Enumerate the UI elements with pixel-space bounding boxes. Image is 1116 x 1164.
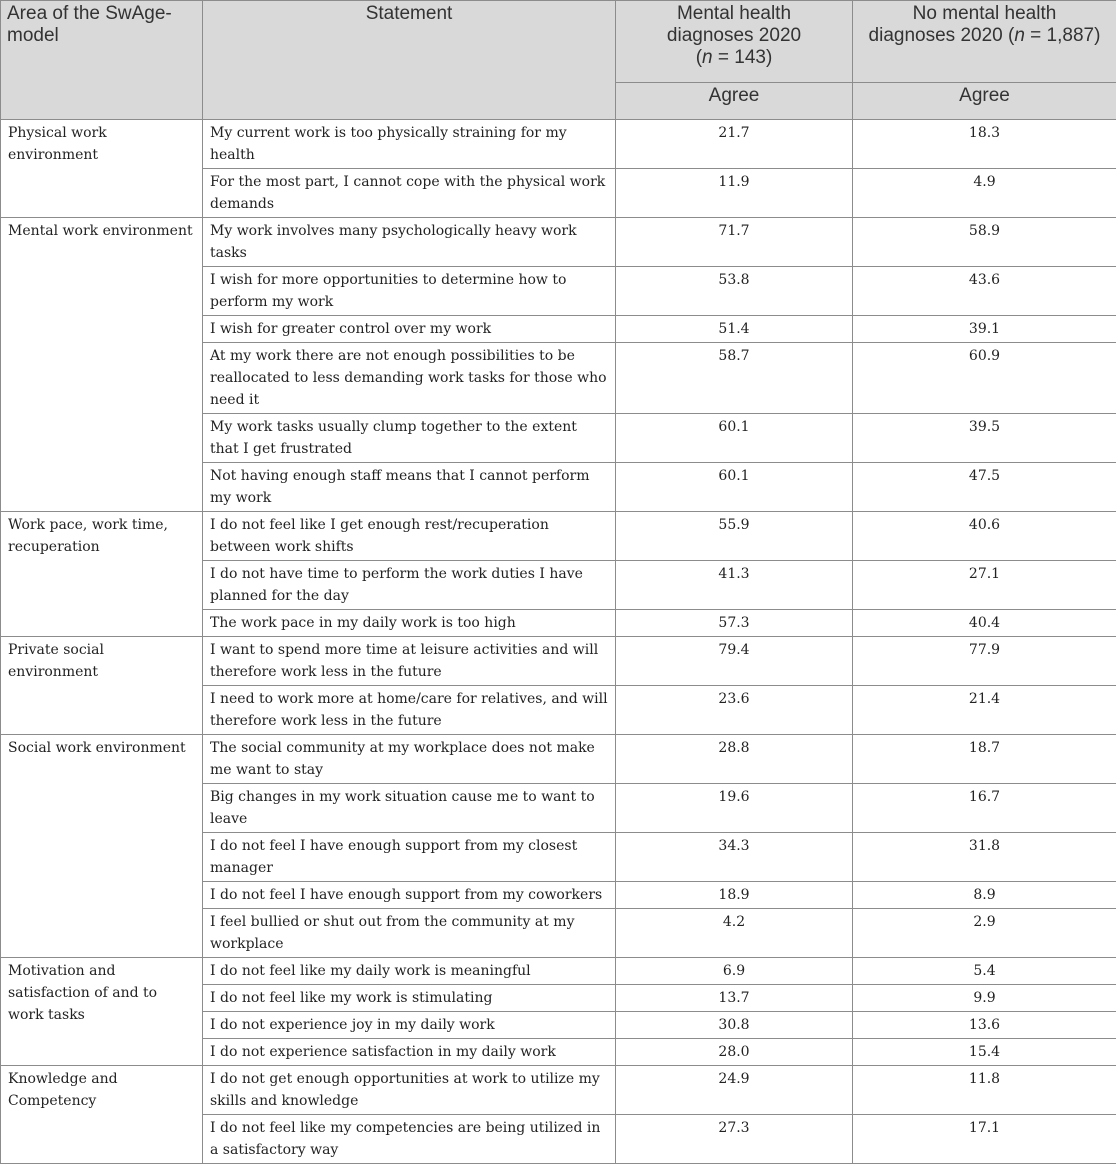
mh-header-n: n bbox=[702, 47, 713, 68]
mental-health-value-cell: 24.9 bbox=[616, 1066, 853, 1115]
no-mental-health-value-cell: 4.9 bbox=[853, 169, 1116, 218]
table-row bbox=[1, 958, 1116, 985]
no-mental-health-value-cell: 16.7 bbox=[853, 784, 1116, 833]
mental-health-value-cell: 18.9 bbox=[616, 882, 853, 909]
area-cell: Knowledge and Competency bbox=[1, 1066, 203, 1164]
no-mental-health-value-cell: 13.6 bbox=[853, 1012, 1116, 1039]
mental-health-value-cell: 19.6 bbox=[616, 784, 853, 833]
mh-header-line1: Mental health bbox=[677, 3, 791, 24]
statement-cell: I do not experience joy in my daily work bbox=[203, 1012, 616, 1039]
statement-cell: I need to work more at home/care for relatives, and will therefore work less in the future bbox=[203, 686, 616, 735]
no-mental-health-value-cell: 9.9 bbox=[853, 985, 1116, 1012]
area-cell: Work pace, work time, recuperation bbox=[1, 512, 203, 637]
area-cell: Physical work environment bbox=[1, 120, 203, 218]
no-mental-health-value-cell: 21.4 bbox=[853, 686, 1116, 735]
no-mental-health-value-cell: 39.1 bbox=[853, 316, 1116, 343]
statement-cell: Big changes in my work situation cause me to want to leave bbox=[203, 784, 616, 833]
statement-cell: I do not feel like my daily work is meaningful bbox=[203, 958, 616, 985]
mental-health-value-cell: 34.3 bbox=[616, 833, 853, 882]
mental-health-value-cell: 6.9 bbox=[616, 958, 853, 985]
mental-health-value-cell: 28.8 bbox=[616, 735, 853, 784]
table-row bbox=[1, 512, 1116, 561]
statement-cell: I do not have time to perform the work duties I have planned for the day bbox=[203, 561, 616, 610]
statement-cell: I do not feel I have enough support from my closest manager bbox=[203, 833, 616, 882]
mental-health-value-cell: 27.3 bbox=[616, 1115, 853, 1164]
no-mental-health-value-cell: 5.4 bbox=[853, 958, 1116, 985]
table-row bbox=[1, 637, 1116, 686]
table-row bbox=[1, 735, 1116, 784]
statement-cell: I do not feel like my competencies are being utilized in a satisfactory way bbox=[203, 1115, 616, 1164]
mental-health-value-cell: 30.8 bbox=[616, 1012, 853, 1039]
no-mental-health-value-cell: 8.9 bbox=[853, 882, 1116, 909]
nomh-header-line1: No mental health bbox=[913, 3, 1057, 24]
statement-cell: I do not feel like I get enough rest/recuperation between work shifts bbox=[203, 512, 616, 561]
no-mental-health-value-cell: 17.1 bbox=[853, 1115, 1116, 1164]
statement-cell: I wish for more opportunities to determine how to perform my work bbox=[203, 267, 616, 316]
no-mental-health-value-cell: 15.4 bbox=[853, 1039, 1116, 1066]
mh-header-count: = 143) bbox=[713, 47, 773, 68]
statement-cell: I want to spend more time at leisure activities and will therefore work less in the future bbox=[203, 637, 616, 686]
no-mental-health-value-cell: 40.6 bbox=[853, 512, 1116, 561]
mh-header-line2: diagnoses 2020 bbox=[667, 25, 801, 46]
area-cell: Social work environment bbox=[1, 735, 203, 958]
mental-health-value-cell: 21.7 bbox=[616, 120, 853, 169]
table-body bbox=[1, 120, 1116, 1164]
mental-health-value-cell: 55.9 bbox=[616, 512, 853, 561]
mh-header-open: ( bbox=[696, 47, 702, 68]
mental-health-value-cell: 60.1 bbox=[616, 463, 853, 512]
mental-health-value-cell: 51.4 bbox=[616, 316, 853, 343]
mental-health-value-cell: 28.0 bbox=[616, 1039, 853, 1066]
statement-cell: My work involves many psychologically heavy work tasks bbox=[203, 218, 616, 267]
mental-health-value-cell: 79.4 bbox=[616, 637, 853, 686]
no-mental-health-value-cell: 11.8 bbox=[853, 1066, 1116, 1115]
mental-health-value-cell: 13.7 bbox=[616, 985, 853, 1012]
nomh-header-line2: diagnoses 2020 ( bbox=[869, 25, 1015, 46]
no-mental-health-value-cell: 18.3 bbox=[853, 120, 1116, 169]
no-mental-health-value-cell: 27.1 bbox=[853, 561, 1116, 610]
mental-health-value-cell: 57.3 bbox=[616, 610, 853, 637]
mental-health-value-cell: 23.6 bbox=[616, 686, 853, 735]
statement-cell: At my work there are not enough possibilities to be reallocated to less demanding work tasks for those who need it bbox=[203, 343, 616, 414]
no-mental-health-column-header bbox=[853, 1, 1116, 83]
agree-subheader-nomh: Agree bbox=[853, 83, 1116, 120]
mental-health-value-cell: 11.9 bbox=[616, 169, 853, 218]
no-mental-health-value-cell: 43.6 bbox=[853, 267, 1116, 316]
statement-cell: I do not experience satisfaction in my daily work bbox=[203, 1039, 616, 1066]
area-cell: Motivation and satisfaction of and to work tasks bbox=[1, 958, 203, 1066]
agree-subheader-mh: Agree bbox=[616, 83, 853, 120]
mental-health-value-cell: 58.7 bbox=[616, 343, 853, 414]
statement-cell: My work tasks usually clump together to the extent that I get frustrated bbox=[203, 414, 616, 463]
no-mental-health-value-cell: 31.8 bbox=[853, 833, 1116, 882]
no-mental-health-value-cell: 18.7 bbox=[853, 735, 1116, 784]
mental-health-column-header bbox=[616, 1, 853, 83]
no-mental-health-value-cell: 47.5 bbox=[853, 463, 1116, 512]
mental-health-value-cell: 4.2 bbox=[616, 909, 853, 958]
statement-cell: Not having enough staff means that I cannot perform my work bbox=[203, 463, 616, 512]
no-mental-health-value-cell: 60.9 bbox=[853, 343, 1116, 414]
area-column-header: Area of the SwAge-model bbox=[1, 1, 203, 120]
area-cell: Mental work environment bbox=[1, 218, 203, 512]
statement-cell: I feel bullied or shut out from the community at my workplace bbox=[203, 909, 616, 958]
statement-column-header: Statement bbox=[203, 1, 616, 120]
mental-health-value-cell: 53.8 bbox=[616, 267, 853, 316]
no-mental-health-value-cell: 2.9 bbox=[853, 909, 1116, 958]
table-row bbox=[1, 120, 1116, 169]
nomh-header-n: n bbox=[1014, 25, 1025, 46]
statement-cell: For the most part, I cannot cope with the physical work demands bbox=[203, 169, 616, 218]
table-row bbox=[1, 218, 1116, 267]
no-mental-health-value-cell: 39.5 bbox=[853, 414, 1116, 463]
mental-health-value-cell: 60.1 bbox=[616, 414, 853, 463]
statement-cell: I do not get enough opportunities at work to utilize my skills and knowledge bbox=[203, 1066, 616, 1115]
statement-cell: The social community at my workplace does not make me want to stay bbox=[203, 735, 616, 784]
table-row bbox=[1, 1066, 1116, 1115]
statement-cell: I do not feel I have enough support from my coworkers bbox=[203, 882, 616, 909]
statement-cell: The work pace in my daily work is too high bbox=[203, 610, 616, 637]
mental-health-value-cell: 71.7 bbox=[616, 218, 853, 267]
area-cell: Private social environment bbox=[1, 637, 203, 735]
statement-cell: I do not feel like my work is stimulating bbox=[203, 985, 616, 1012]
no-mental-health-value-cell: 40.4 bbox=[853, 610, 1116, 637]
no-mental-health-value-cell: 58.9 bbox=[853, 218, 1116, 267]
mental-health-value-cell: 41.3 bbox=[616, 561, 853, 610]
no-mental-health-value-cell: 77.9 bbox=[853, 637, 1116, 686]
nomh-header-count: = 1,887) bbox=[1025, 25, 1101, 46]
statement-cell: My current work is too physically straining for my health bbox=[203, 120, 616, 169]
statement-cell: I wish for greater control over my work bbox=[203, 316, 616, 343]
